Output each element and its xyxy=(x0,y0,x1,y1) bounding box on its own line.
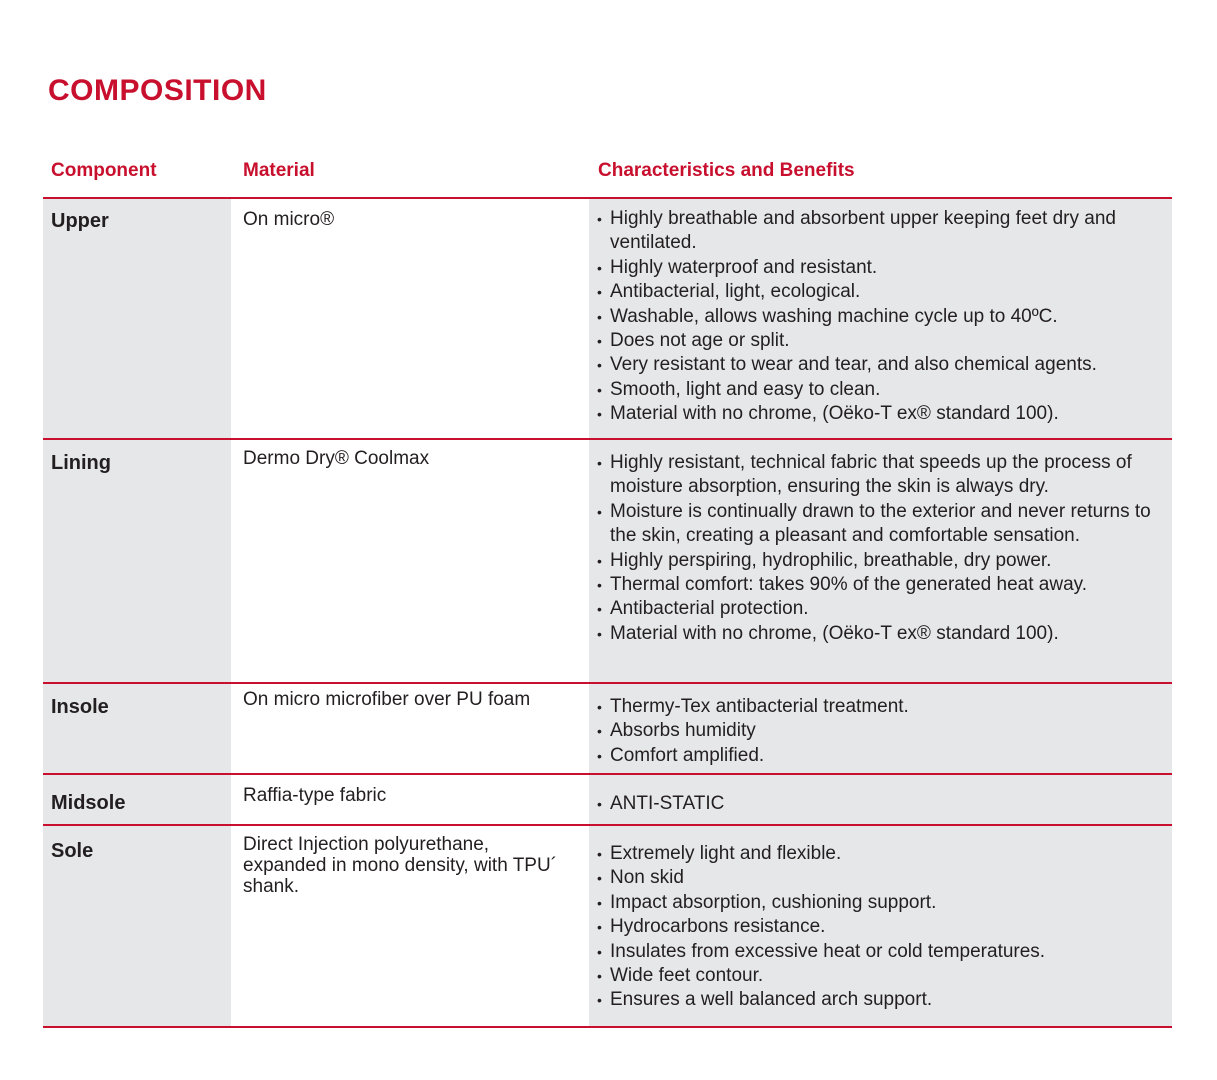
list-item: • Non skid xyxy=(597,866,1169,890)
table-row-lining xyxy=(43,440,1172,683)
list-item: • Highly resistant, technical fabric that speeds up the process of moisture absorption, ensuring the skin is always dry. xyxy=(597,451,1169,500)
list-item: • Highly breathable and absorbent upper keeping feet dry and ventilated. xyxy=(597,207,1169,256)
list-item: • Material with no chrome, (Oëko-T ex® standard 100). xyxy=(597,622,1169,646)
list-item: • Hydrocarbons resistance. xyxy=(597,915,1169,939)
list-item: • Antibacterial, light, ecological. xyxy=(597,280,1169,304)
component-cell: Sole xyxy=(51,840,94,862)
component-cell: Lining xyxy=(51,452,111,474)
list-item: • Does not age or split. xyxy=(597,329,1169,353)
list-item: • Material with no chrome, (Oëko-T ex® standard 100). xyxy=(597,402,1169,426)
list-item: • ANTI-STATIC xyxy=(597,792,1169,816)
list-item: • Highly waterproof and resistant. xyxy=(597,256,1169,280)
list-item: • Ensures a well balanced arch support. xyxy=(597,988,1169,1012)
table-row-midsole xyxy=(43,775,1172,825)
material-cell: On micro® xyxy=(243,209,335,230)
material-cell: Dermo Dry® Coolmax xyxy=(243,448,430,469)
list-item: • Extremely light and flexible. xyxy=(597,842,1169,866)
list-item: • Thermal comfort: takes 90% of the generated heat away. xyxy=(597,573,1169,597)
list-item: • Insulates from excessive heat or cold temperatures. xyxy=(597,940,1169,964)
characteristics-list xyxy=(597,451,1169,646)
page-title: COMPOSITION xyxy=(48,74,267,107)
list-item: • Impact absorption, cushioning support. xyxy=(597,891,1169,915)
characteristics-list xyxy=(597,695,1169,768)
material-cell: Direct Injection polyurethane, expanded in mono density, with TPU´ shank. xyxy=(243,834,558,897)
table-row-insole xyxy=(43,684,1172,774)
component-cell: Insole xyxy=(51,696,109,718)
header-component: Component xyxy=(51,160,157,181)
list-item: • Absorbs humidity xyxy=(597,719,1169,743)
component-cell: Upper xyxy=(51,210,109,232)
row-divider xyxy=(43,1026,1172,1028)
list-item: • Very resistant to wear and tear, and also chemical agents. xyxy=(597,353,1169,377)
material-cell: On micro microfiber over PU foam xyxy=(243,689,531,710)
list-item: • Smooth, light and easy to clean. xyxy=(597,378,1169,402)
component-cell: Midsole xyxy=(51,792,126,814)
list-item: • Highly perspiring, hydrophilic, breathable, dry power. xyxy=(597,549,1169,573)
list-item: • Moisture is continually drawn to the exterior and never returns to the skin, creating a pleasant and comfortable sensation. xyxy=(597,500,1169,549)
list-item: • Thermy-Tex antibacterial treatment. xyxy=(597,695,1169,719)
characteristics-list xyxy=(597,842,1169,1013)
material-cell: Raffia-type fabric xyxy=(243,785,387,806)
list-item: • Comfort amplified. xyxy=(597,744,1169,768)
characteristics-list xyxy=(597,792,1169,816)
list-item: • Washable, allows washing machine cycle up to 40ºC. xyxy=(597,305,1169,329)
list-item: • Wide feet contour. xyxy=(597,964,1169,988)
table-row-sole xyxy=(43,826,1172,1027)
characteristics-list xyxy=(597,207,1169,427)
table-row-upper xyxy=(43,199,1172,439)
header-characteristics: Characteristics and Benefits xyxy=(598,160,855,181)
header-material: Material xyxy=(243,160,315,181)
list-item: • Antibacterial protection. xyxy=(597,597,1169,621)
